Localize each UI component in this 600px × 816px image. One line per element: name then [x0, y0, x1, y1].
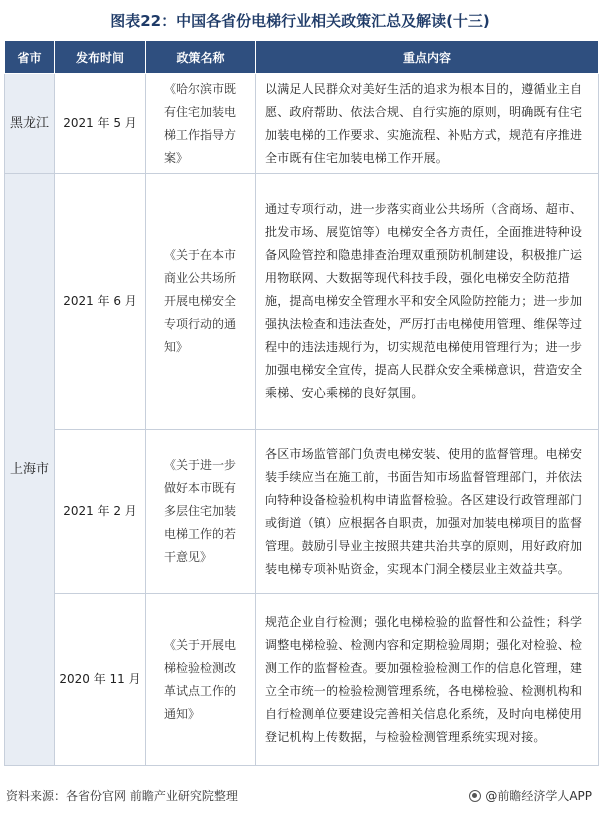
content-cell: 通过专项行动，进一步落实商业公共场所（含商场、超市、批发市场、展览馆等）电梯安全各方责任，全面推进特种设备风险管控和隐患排查治理双重预防机制建设，积极推广运用物联网、大数据等现代科技手段，强化电梯安全防范措施，提高电梯安全管理水平和安全风险防控能力；进一步加强执法检查和违法查处，严厉打击电梯使用管理、维保等过程中的违法违规行为，切实规范电梯使用管理行为；进一步加强电梯安全宣传，提高人民群众安全乘梯意识，营造安全乘梯、安心乘梯的良好氛围。 — [256, 174, 599, 430]
qianzhan-logo-icon — [469, 790, 481, 802]
content-cell: 规范企业自行检测；强化电梯检验的监督性和公益性；科学调整电梯检验、检测内容和定期检验周期；强化对检验、检测工作的监督检查。要加强检验检测工作的信息化管理，建立全市统一的检验检测管理系统，各电梯检验、检测机构和自行检测单位要建设完善相关信息化系统，及时向电梯使用登记机构上传数据，与检验检测管理系统实现对接。 — [256, 594, 599, 766]
header-policy-name: 政策名称 — [146, 41, 256, 74]
table-row — [5, 594, 599, 766]
policy-name-cell: 《关于进一步做好本市既有多层住宅加装电梯工作的若干意见》 — [146, 430, 256, 594]
policy-table — [4, 40, 599, 766]
province-cell: 黑龙江 — [5, 74, 55, 174]
table-header-row — [5, 41, 599, 74]
policy-name-cell: 《关于在本市商业公共场所开展电梯安全专项行动的通知》 — [146, 174, 256, 430]
source-note: 资料来源：各省份官网 前瞻产业研究院整理 — [6, 789, 238, 803]
content-cell: 各区市场监管部门负责电梯安装、使用的监督管理。电梯安装手续应当在施工前，书面告知市场监督管理部门，并依法向特种设备检验机构申请监督检验。各区建设行政管理部门或街道（镇）应根据各自职责，加强对加装电梯项目的监督管理。鼓励引导业主按照共建共治共享的原则，用好政府加装电梯专项补贴资金，实现本门洞全楼层业主效益共享。 — [256, 430, 599, 594]
header-province: 省市 — [5, 41, 55, 74]
brand-credit — [469, 787, 592, 804]
policy-name-cell: 《哈尔滨市既有住宅加装电梯工作指导方案》 — [146, 74, 256, 174]
date-cell: 2021 年 2 月 — [55, 430, 146, 594]
province-cell: 上海市 — [5, 174, 55, 766]
brand-label: @前瞻经济学人APP — [485, 789, 592, 803]
table-row — [5, 430, 599, 594]
header-date: 发布时间 — [55, 41, 146, 74]
date-cell: 2020 年 11 月 — [55, 594, 146, 766]
header-key-content: 重点内容 — [256, 41, 599, 74]
table-row — [5, 174, 599, 430]
policy-name-cell: 《关于开展电梯检验检测改革试点工作的通知》 — [146, 594, 256, 766]
date-cell: 2021 年 5 月 — [55, 74, 146, 174]
table-row — [5, 74, 599, 174]
chart-title: 图表22：中国各省份电梯行业相关政策汇总及解读(十三) — [110, 12, 490, 30]
date-cell: 2021 年 6 月 — [55, 174, 146, 430]
content-cell: 以满足人民群众对美好生活的追求为根本目的，遵循业主自愿、政府帮助、依法合规、自行实施的原则，明确既有住宅加装电梯的工作要求、实施流程、补贴方式，规范有序推进全市既有住宅加装电梯工作开展。 — [256, 74, 599, 174]
